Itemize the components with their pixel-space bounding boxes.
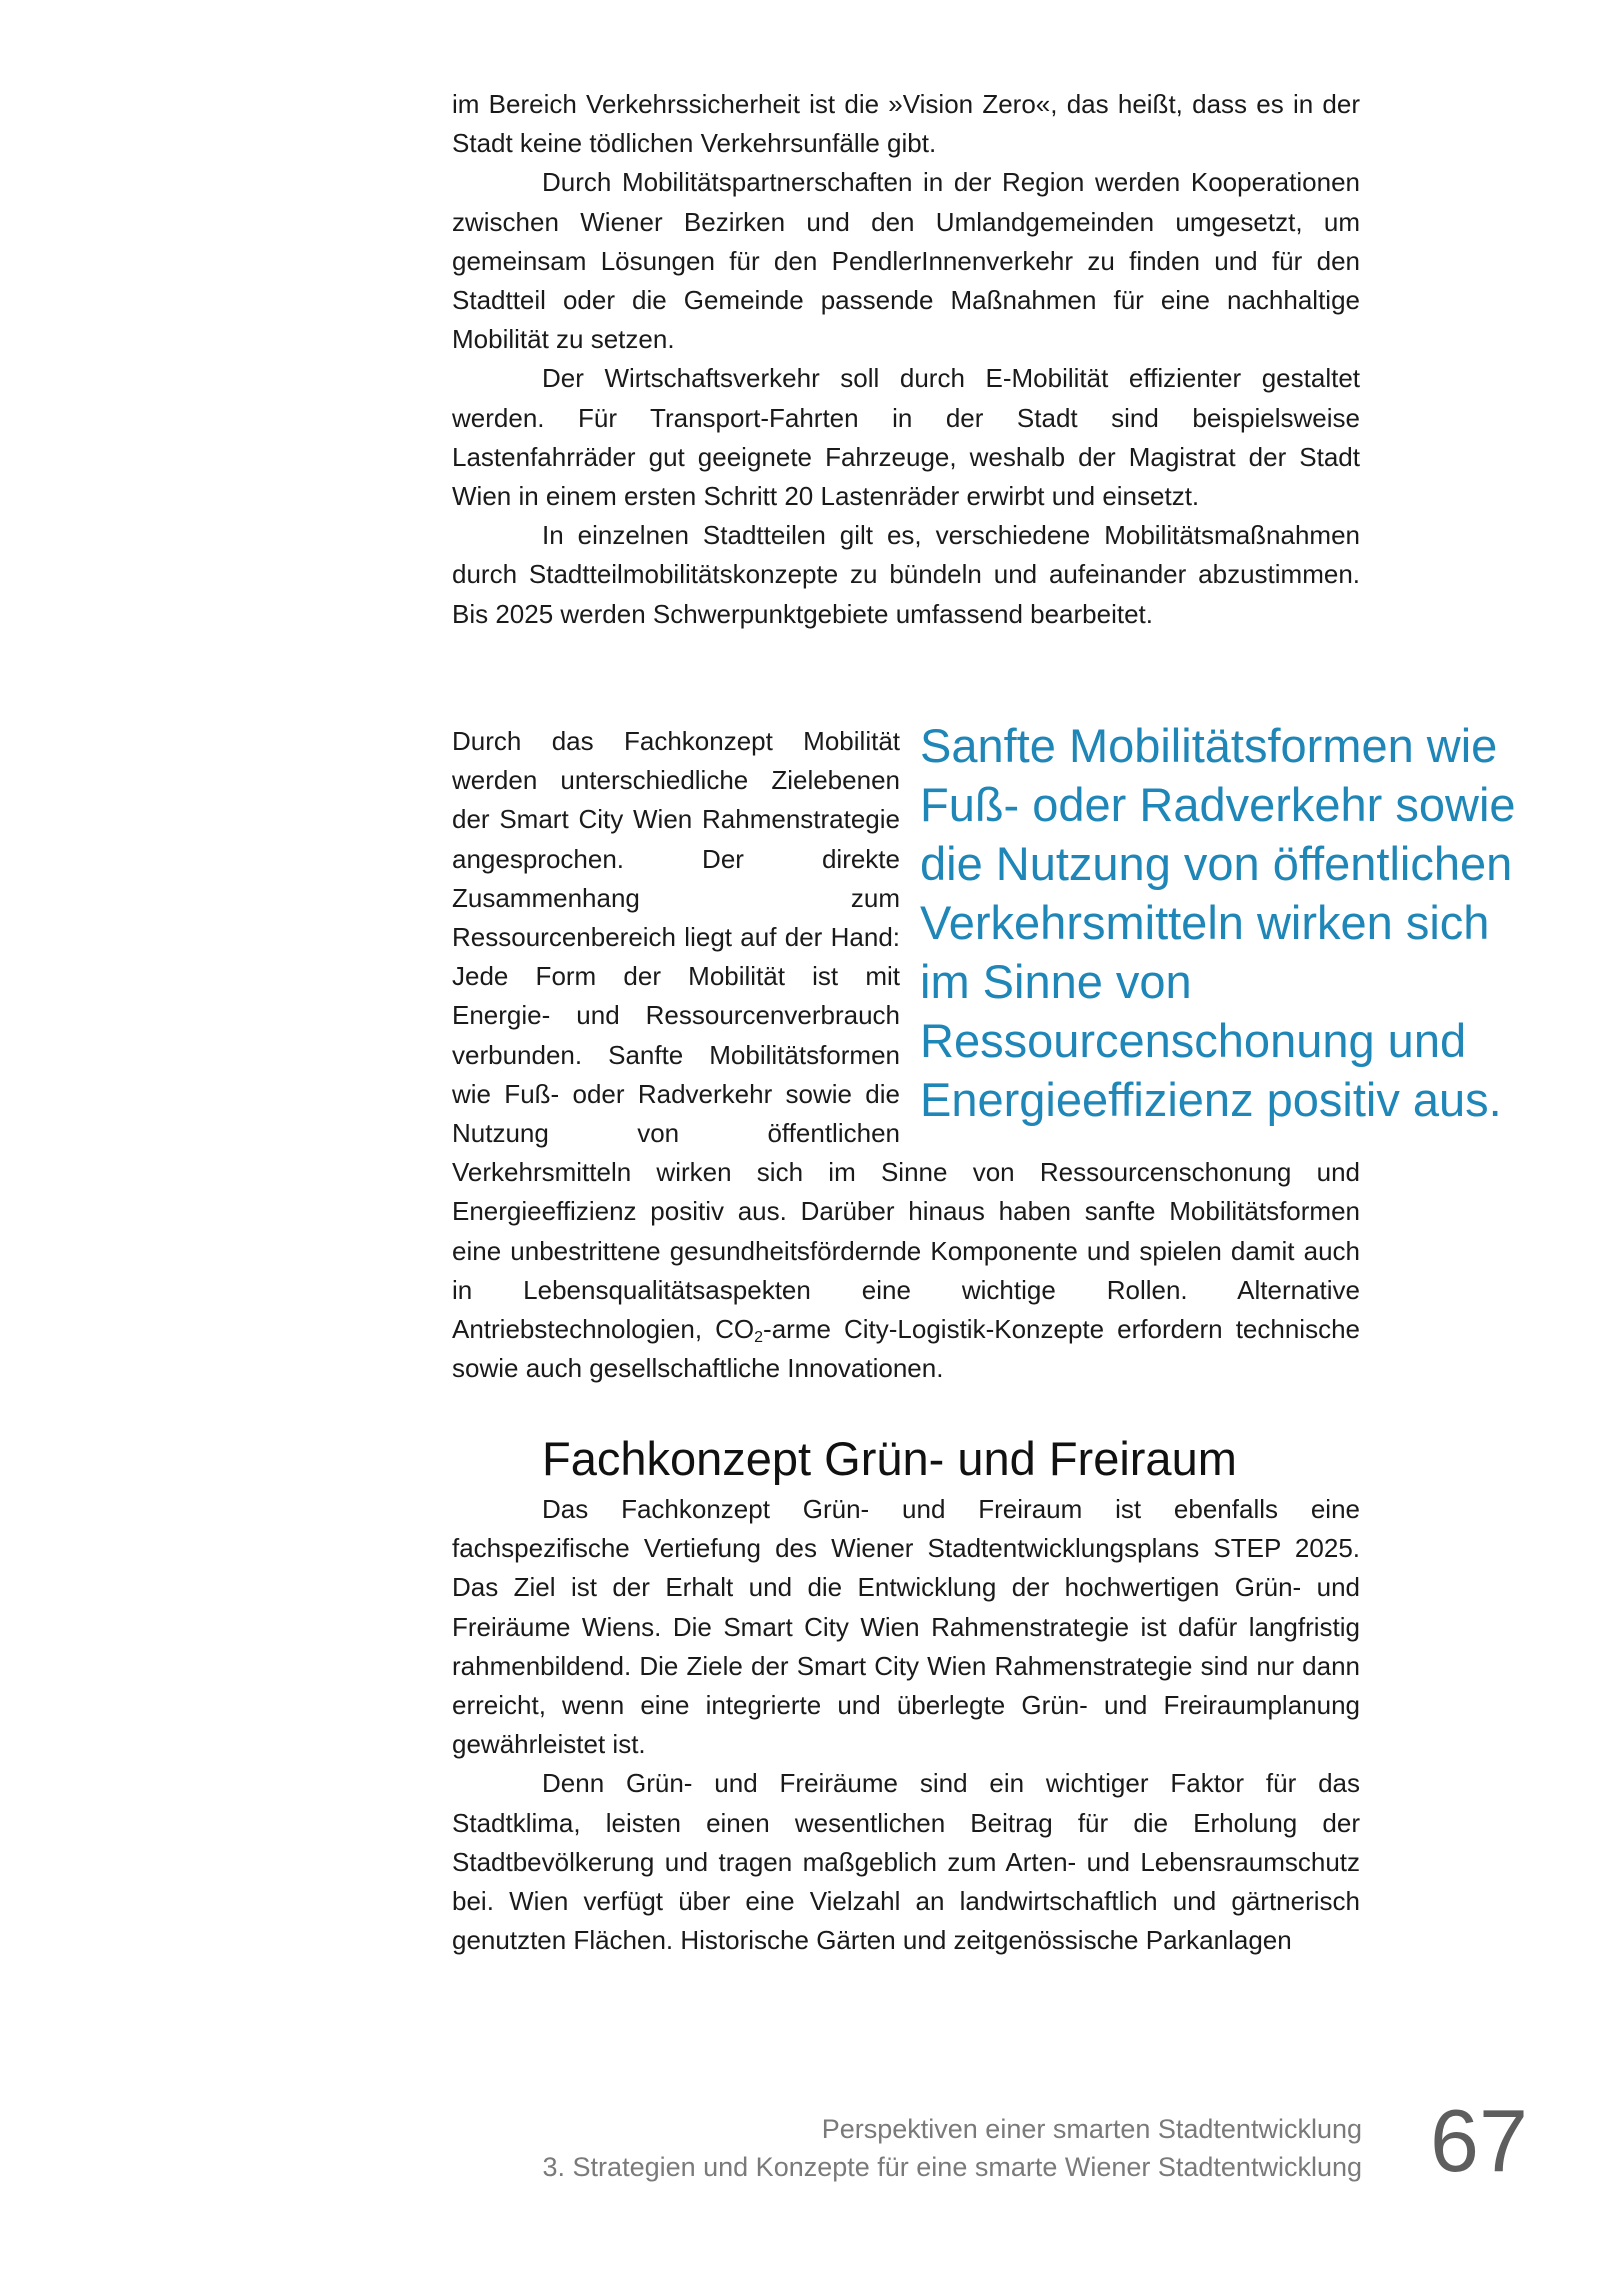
pull-quote: Sanfte Mobilitätsformen wie Fuß- oder Radverkehr sowie die Nutzung von öffentlichen Verkehrsmitteln wirken sich im Sinne von Ressourcenschonung und Energieeffizienz positiv aus. xyxy=(920,719,1516,1126)
running-footer xyxy=(543,2110,1362,2186)
footer-chapter: 3. Strategien und Konzepte für eine smarte Wiener Stadtentwicklung xyxy=(542,2152,1362,2182)
paragraph: Durch Mobilitätspartnerschaften in der Region werden Kooperationen zwischen Wiener Bezirken und den Umlandgemeinden umgesetzt, um gemeinsam Lösungen für den PendlerInnenverkehr zu finden und für den Stadtteil oder die Gemeinde passende Maßnahmen für eine nachhaltige Mobilität zu setzen. xyxy=(452,167,1360,355)
paragraph: Das Fachkonzept Grün- und Freiraum ist ebenfalls eine fachspezifische Vertiefung des Wiener Stadtentwicklungsplans STEP 2025. Das Ziel ist der Erhalt und die Entwicklung der hochwertigen Grün- und Freiräume Wiens. Die Smart City Wien Rahmenstrategie ist dafür langfristig rahmenbildend. Die Ziele der Smart City Wien Rahmenstrategie sind nur dann erreicht, wenn eine integrierte und überlegte Grün- und Freiraumplanung gewährleistet ist. xyxy=(452,1494,1360,1760)
paragraph: Denn Grün- und Freiräume sind ein wichtiger Faktor für das Stadtklima, leisten einen wesentlichen Beitrag für die Erholung der Stadtbevölkerung und tragen maßgeblich zum Arten- und Lebensraumschutz bei. Wien verfügt über eine Vielzahl an landwirtschaftlich und gärtnerisch genutzten Flächen. Historische Gärten und zeitgenössische Parkanlagen xyxy=(452,1768,1360,1956)
paragraph: Der Wirtschaftsverkehr soll durch E-Mobilität effizienter gestaltet werden. Für Transport-Fahrten in der Stadt sind beispielsweise Lastenfahrräder gut geeignete Fahrzeuge, weshalb der Magistrat der Stadt Wien in einem ersten Schritt 20 Lastenräder erwirbt und einsetzt. xyxy=(452,363,1360,512)
co2-subscript: 2 xyxy=(754,1329,764,1347)
paragraph: In einzelnen Stadtteilen gilt es, verschiedene Mobilitätsmaßnahmen durch Stadtteilmobilitätskonzepte zu bündeln und aufeinander abzustimmen. Bis 2025 werden Schwerpunktgebiete umfassend bearbeitet. xyxy=(452,520,1360,629)
paragraph-text-cont: -arme City-Logistik-Konzepte erfordern technische sowie auch gesellschaftliche Innovationen. xyxy=(452,1314,1360,1384)
body-text-block-2 xyxy=(452,719,1516,1388)
body-text-block-1 xyxy=(452,85,1360,634)
footer-title: Perspektiven einer smarten Stadtentwicklung xyxy=(821,2114,1362,2144)
section-heading: Fachkonzept Grün- und Freiraum xyxy=(542,1432,1237,1485)
paragraph: im Bereich Verkehrssicherheit ist die »Vision Zero«, das heißt, dass es in der Stadt keine tödlichen Verkehrsunfälle gibt. xyxy=(452,89,1360,159)
section-gruen-freiraum xyxy=(452,1430,1360,1960)
paragraph-text: Durch das Fachkonzept Mobilität werden unterschiedliche Zielebenen der Smart City Wien Rahmenstrategie angesprochen. Der direkte Zusammenhang zum Ressourcenbereich liegt auf der Hand: Jede Form der Mobilität ist mit Energie- und Ressourcenverbrauch verbunden. Sanfte Mobilitätsformen wie Fuß- oder Radverkehr sowie die Nutzung von öffentlichen Verkehrsmitteln wirken sich im Sinne von Ressourcenschonung und Energieeffizienz positiv aus. Darüber hinaus haben sanfte Mobilitätsformen eine unbestrittene gesundheitsfördernde Komponente und spielen damit auch in Lebensqualitätsaspekten eine wichtige Rollen. Alternative Antriebstechnologien, CO xyxy=(452,726,1360,1345)
page-number: 67 xyxy=(1430,2091,1528,2190)
